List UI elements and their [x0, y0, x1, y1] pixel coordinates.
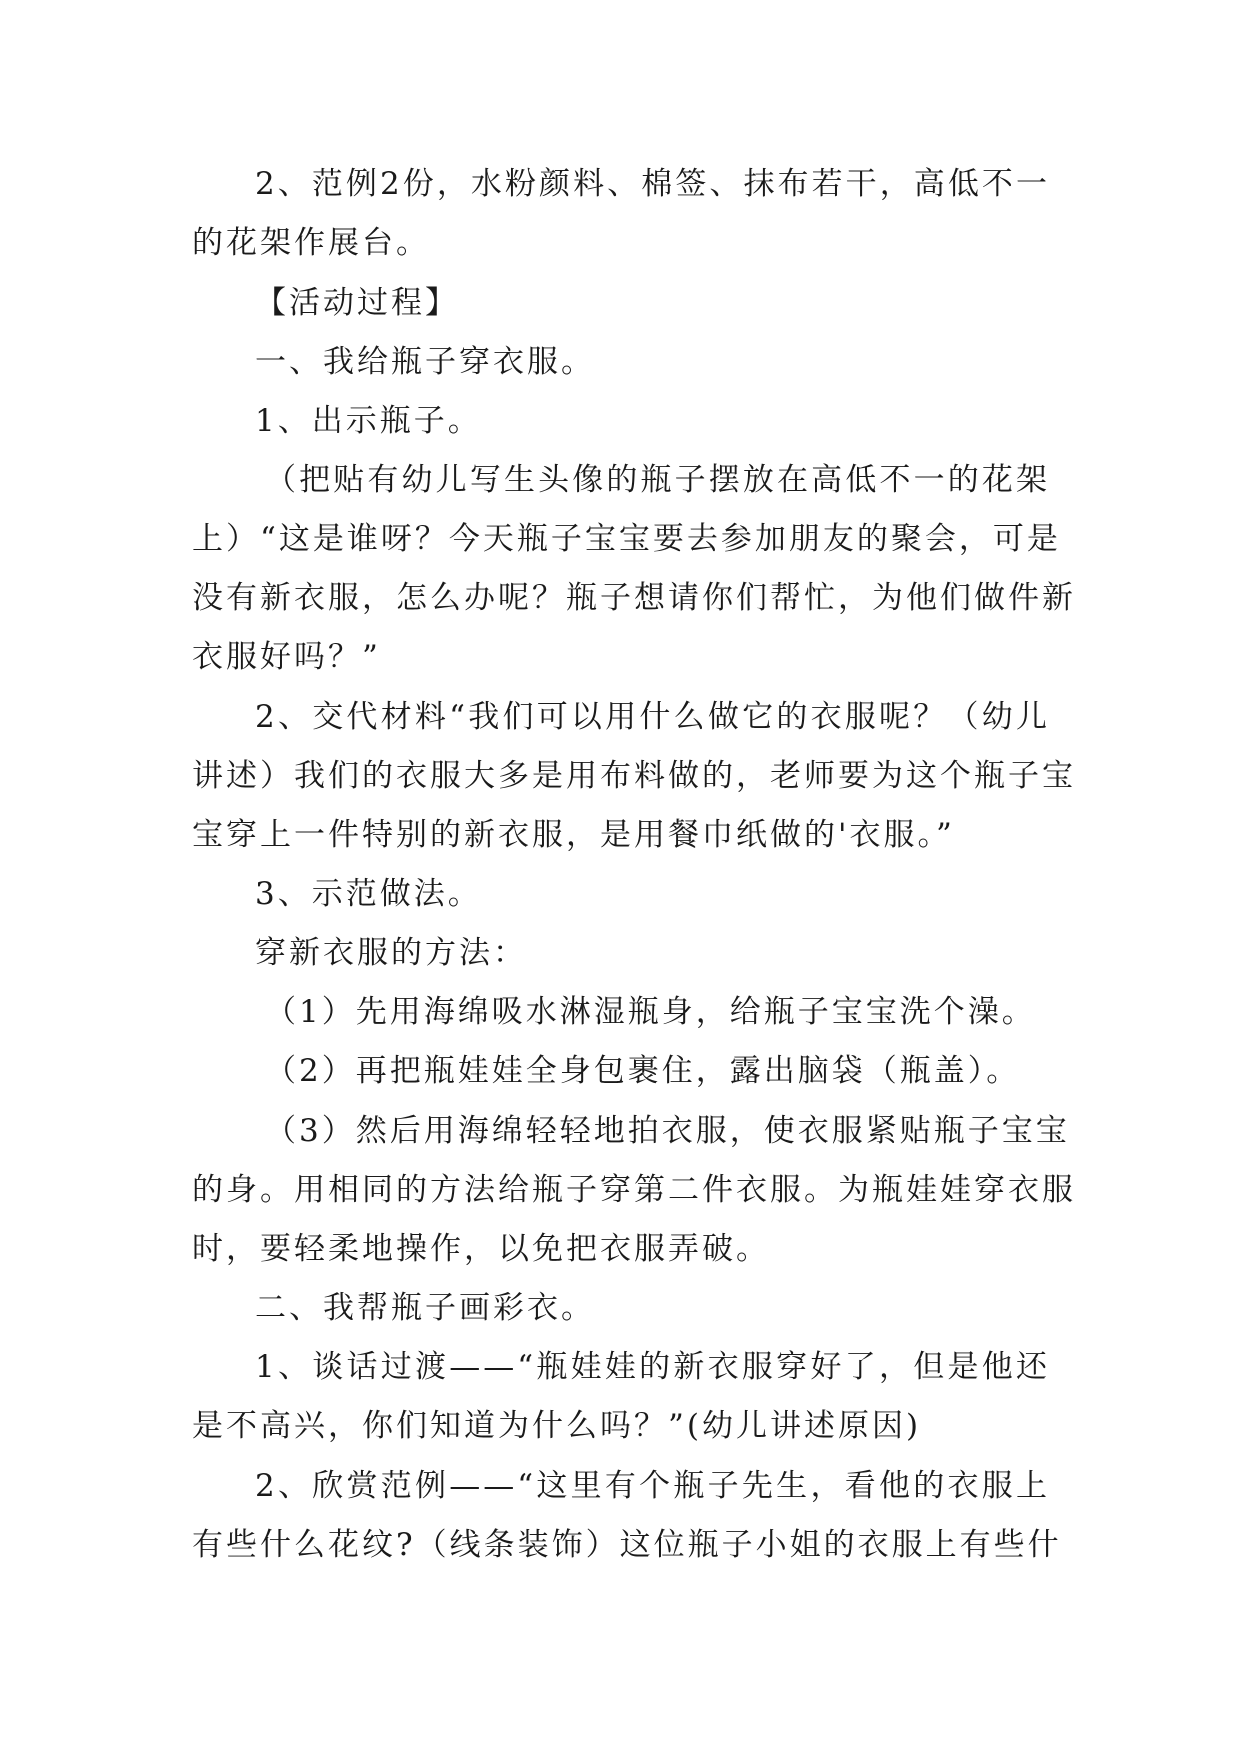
paragraph-bottle-intro-line-3: 没有新衣服，怎么办呢？瓶子想请你们帮忙，为他们做件新 — [192, 580, 1076, 616]
method-step-3-line-1: （3）然后用海绵轻轻地拍衣服，使衣服紧贴瓶子宝宝 — [265, 1113, 1070, 1149]
heading-method: 穿新衣服的方法： — [255, 935, 527, 971]
step-show-bottle: 1、出示瓶子。 — [255, 403, 482, 439]
heading-part-two: 二、我帮瓶子画彩衣。 — [255, 1290, 595, 1326]
paragraph-bottle-intro-line-1: （把贴有幼儿写生头像的瓶子摆放在高低不一的花架 — [265, 462, 1050, 498]
paragraph-materials-line-1: 2、范例2份，水粉颜料、棉签、抹布若干，高低不一 — [255, 166, 1050, 202]
step-demonstrate: 3、示范做法。 — [255, 876, 482, 912]
paragraph-appreciate-line-1: 2、欣赏范例——“这里有个瓶子先生，看他的衣服上 — [255, 1468, 1050, 1504]
paragraph-transition-line-1: 1、谈话过渡——“瓶娃娃的新衣服穿好了，但是他还 — [255, 1349, 1050, 1385]
paragraph-materials-line-2: 的花架作展台。 — [192, 225, 430, 261]
paragraph-bottle-intro-line-4: 衣服好吗？” — [192, 639, 381, 675]
paragraph-transition-line-2: 是不高兴，你们知道为什么吗？”(幼儿讲述原因) — [192, 1408, 922, 1444]
method-step-2: （2）再把瓶娃娃全身包裹住，露出脑袋（瓶盖）。 — [265, 1053, 1021, 1089]
paragraph-materials-explain-line-1: 2、交代材料“我们可以用什么做它的衣服呢？（幼儿 — [255, 699, 1050, 735]
method-step-1: （1）先用海绵吸水淋湿瓶身，给瓶子宝宝洗个澡。 — [265, 994, 1036, 1030]
paragraph-materials-explain-line-2: 讲述）我们的衣服大多是用布料做的，老师要为这个瓶子宝 — [192, 758, 1076, 794]
method-step-3-line-2: 的身。用相同的方法给瓶子穿第二件衣服。为瓶娃娃穿衣服 — [192, 1172, 1076, 1208]
section-heading-activity-process: 【活动过程】 — [255, 285, 459, 321]
paragraph-materials-explain-line-3: 宝穿上一件特别的新衣服，是用餐巾纸做的'衣服。” — [192, 817, 955, 853]
heading-part-one: 一、我给瓶子穿衣服。 — [255, 344, 595, 380]
method-step-3-line-3: 时，要轻柔地操作，以免把衣服弄破。 — [192, 1231, 770, 1267]
paragraph-appreciate-line-2: 有些什么花纹?（线条装饰）这位瓶子小姐的衣服上有些什 — [192, 1527, 1062, 1563]
paragraph-bottle-intro-line-2: 上）“这是谁呀？今天瓶子宝宝要去参加朋友的聚会，可是 — [192, 521, 1061, 557]
